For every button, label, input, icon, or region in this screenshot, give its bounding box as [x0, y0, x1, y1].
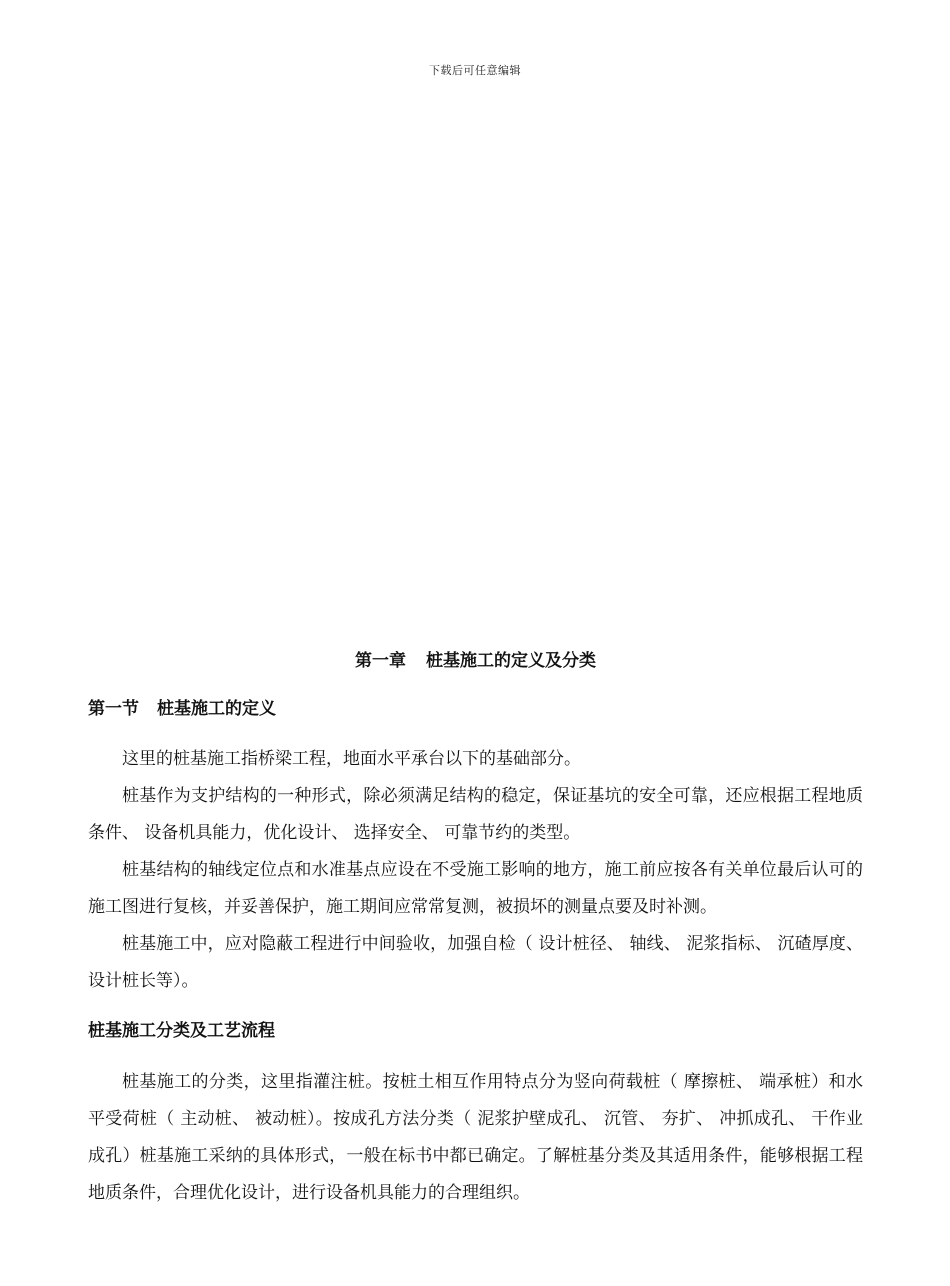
- chapter-number: 第一章: [355, 651, 406, 671]
- page-header-note: 下载后可任意编辑: [429, 64, 521, 77]
- paragraph-definition-scope: 这里的桩基施工指桥梁工程，地面水平承台以下的基础部分。: [122, 749, 581, 769]
- chapter-title: 桩基施工的定义及分类: [426, 651, 596, 671]
- chapter-heading: [88, 648, 863, 674]
- document-body: [88, 648, 863, 1212]
- section-heading-definition: [88, 696, 863, 722]
- paragraph-support-structure: 桩基作为支护结构的一种形式，除必须满足结构的稳定，保证基坑的安全可靠，还应根据工程地质条件、 设备机具能力，优化设计、 选择安全、 可靠节约的类型。: [88, 786, 863, 843]
- section-heading-classification: 桩基施工分类及工艺流程: [88, 1021, 275, 1041]
- section-title: 桩基施工的定义: [157, 699, 276, 719]
- paragraph-inspection: 桩基施工中，应对隐蔽工程进行中间验收，加强自检（ 设计桩径、 轴线、 泥浆指标、 沉碴厚度、 设计桩长等）。: [88, 934, 863, 991]
- paragraph-classification: 桩基施工的分类，这里指灌注桩。按桩土相互作用特点分为竖向荷载桩（ 摩擦桩、 端承桩）和水平受荷桩（ 主动桩、 被动桩）。按成孔方法分类（ 泥浆护壁成孔、 沉管、 夯扩、 冲抓成孔、 干作业成孔）桩基施工采纳的具体形式，一般在标书中都已确定。了解桩基分类及其适用条件，能够根据工程地质条件，合理优化设计，进行设备机具能力的合理组织。: [88, 1072, 863, 1203]
- section-number: 第一节: [88, 699, 139, 719]
- paragraph-survey-points: 桩基结构的轴线定位点和水准基点应设在不受施工影响的地方，施工前应按各有关单位最后认可的施工图进行复核，并妥善保护，施工期间应常常复测，被损坏的测量点要及时补测。: [88, 860, 863, 917]
